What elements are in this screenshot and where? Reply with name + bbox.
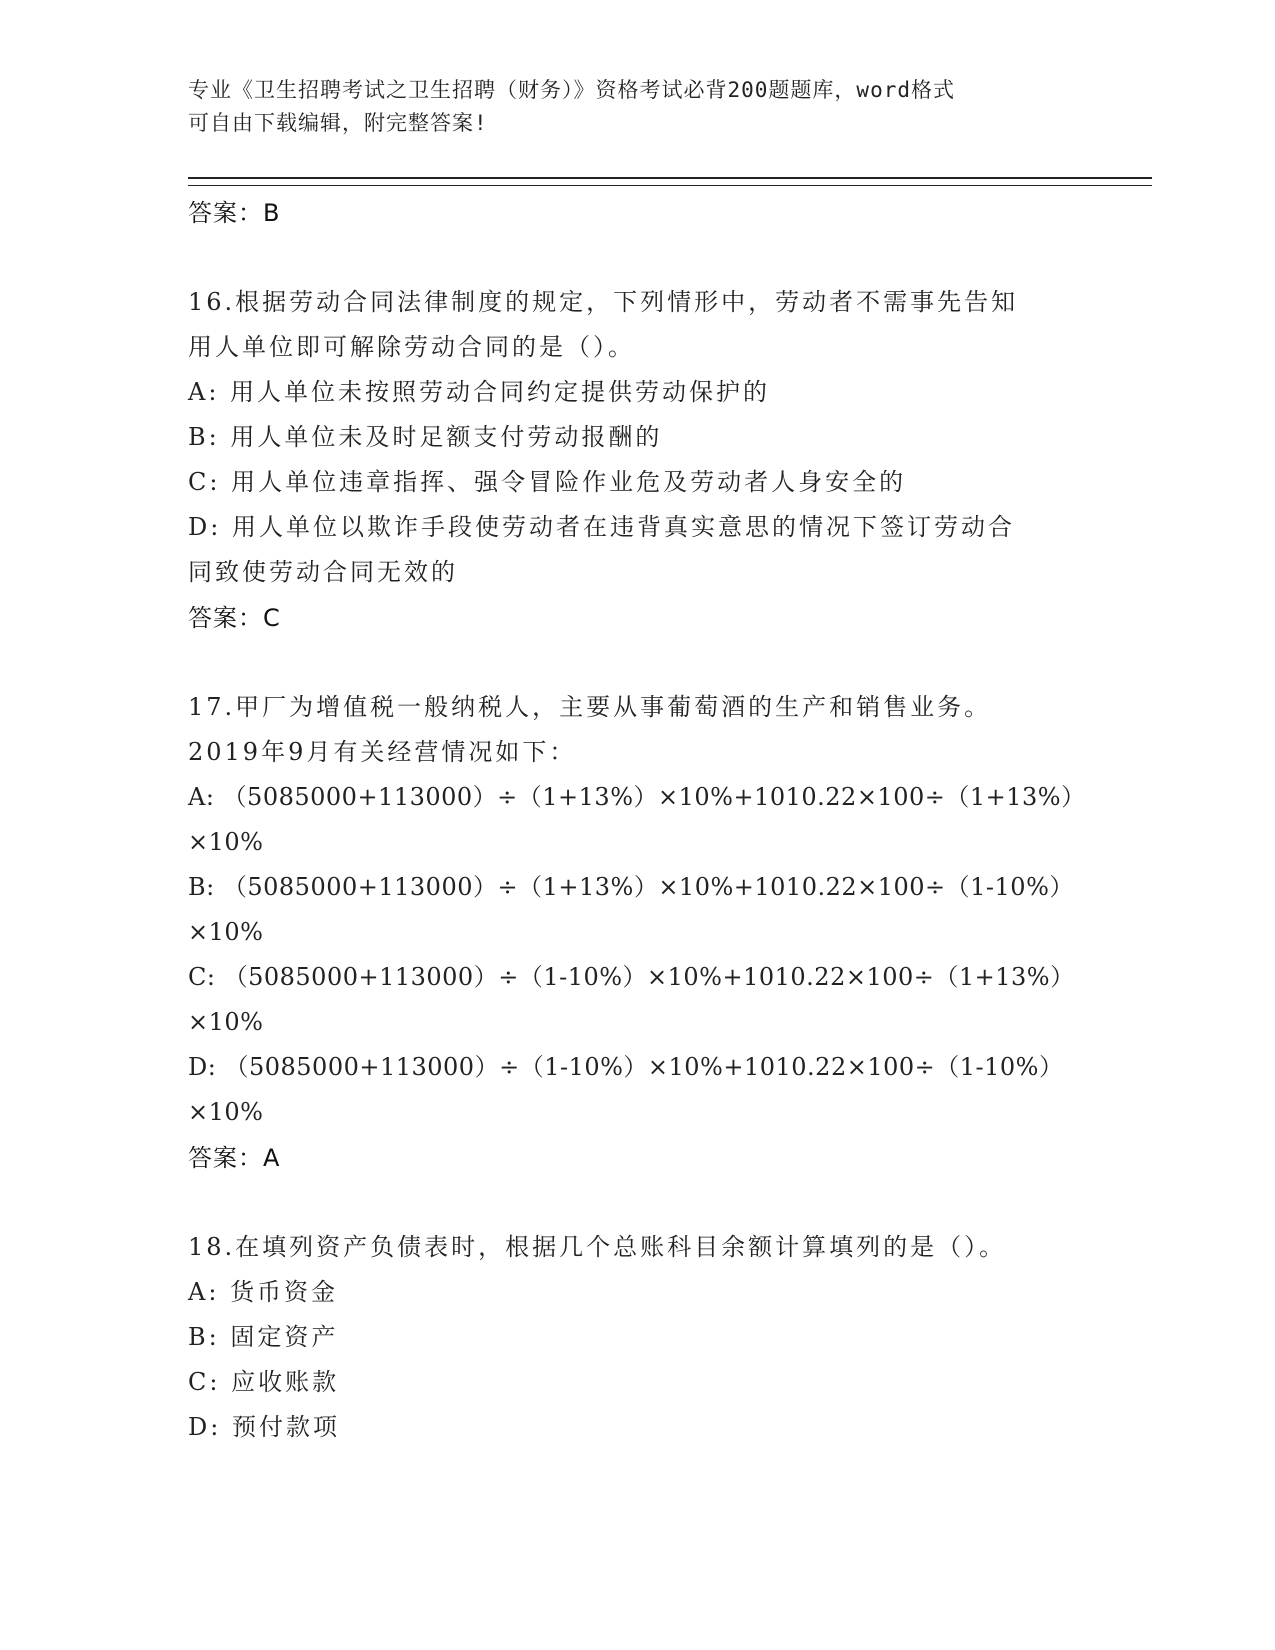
- option-text: 货币资金: [230, 1278, 339, 1306]
- option-label: D:: [188, 1053, 217, 1081]
- question-16-stem-line-2: 用人单位即可解除劳动合同的是（）。: [188, 333, 635, 361]
- question-16-option-d: [188, 505, 1088, 550]
- option-label: D:: [188, 1413, 222, 1441]
- option-label: C:: [188, 1368, 221, 1396]
- question-16-option-c: [188, 460, 1088, 505]
- previous-question-answer: 答案：B: [188, 199, 281, 227]
- option-label: B:: [188, 1323, 220, 1351]
- header-title-line-2: 可自由下载编辑，附完整答案!: [188, 111, 488, 135]
- option-text: 用人单位违章指挥、强令冒险作业危及劳动者人身安全的: [231, 468, 907, 496]
- question-16: [188, 280, 1088, 641]
- question-17-stem-line-1: 17.甲厂为增值税一般纳税人，主要从事葡萄酒的生产和销售业务。: [188, 693, 992, 721]
- question-16-option-a: [188, 370, 1088, 415]
- option-label: C:: [188, 963, 216, 991]
- option-label: B:: [188, 873, 215, 901]
- question-17-option-a: [188, 775, 1088, 820]
- option-text: （5085000+113000）÷（1-10%）×10%+1010.22×100÷（1+13%）: [223, 963, 1075, 991]
- option-text: 用人单位未及时足额支付劳动报酬的: [230, 423, 663, 451]
- option-label: B:: [188, 423, 220, 451]
- option-label: A:: [188, 1278, 220, 1306]
- option-text: 应收账款: [231, 1368, 340, 1396]
- question-18-stem-line-1: 18.在填列资产负债表时，根据几个总账科目余额计算填列的是（）。: [188, 1233, 1007, 1261]
- question-17-option-a-continued: ×10%: [188, 828, 264, 856]
- question-17-option-d: [188, 1045, 1088, 1090]
- header-divider: [188, 177, 1152, 186]
- question-16-option-d-continued: 同致使劳动合同无效的: [188, 558, 458, 586]
- question-17-option-b-continued: ×10%: [188, 918, 264, 946]
- question-17: [188, 685, 1088, 1181]
- question-16-answer: 答案：C: [188, 604, 281, 632]
- header-title-line-1: 专业《卫生招聘考试之卫生招聘（财务）》资格考试必背200题题库，word格式: [188, 78, 955, 102]
- option-label: A:: [188, 783, 215, 811]
- question-18: [188, 1225, 1088, 1450]
- option-text: 预付款项: [231, 1413, 340, 1441]
- option-label: A:: [188, 378, 220, 406]
- question-16-stem-line-1: 16.根据劳动合同法律制度的规定，下列情形中，劳动者不需事先告知: [188, 288, 1019, 316]
- question-18-option-a: [188, 1270, 1088, 1315]
- option-label: D:: [188, 513, 222, 541]
- option-text: 用人单位未按照劳动合同约定提供劳动保护的: [230, 378, 771, 406]
- question-16-option-b: [188, 415, 1088, 460]
- question-17-option-d-continued: ×10%: [188, 1098, 264, 1126]
- question-17-answer: 答案：A: [188, 1144, 281, 1172]
- option-text: 用人单位以欺诈手段使劳动者在违背真实意思的情况下签订劳动合: [231, 513, 1015, 541]
- option-label: C:: [188, 468, 221, 496]
- question-17-stem-line-2: 2019年9月有关经营情况如下：: [188, 738, 577, 766]
- option-text: （5085000+113000）÷（1-10%）×10%+1010.22×100÷（1-10%）: [224, 1053, 1064, 1081]
- option-text: 固定资产: [230, 1323, 339, 1351]
- question-17-option-b: [188, 865, 1088, 910]
- question-18-option-c: [188, 1360, 1088, 1405]
- document-header: [188, 74, 1088, 140]
- option-text: （5085000+113000）÷（1+13%）×10%+1010.22×100÷（1+13%）: [222, 783, 1086, 811]
- question-18-option-b: [188, 1315, 1088, 1360]
- document-body: [188, 190, 1088, 1450]
- question-17-option-c-continued: ×10%: [188, 1008, 264, 1036]
- question-18-option-d: [188, 1405, 1088, 1450]
- option-text: （5085000+113000）÷（1+13%）×10%+1010.22×100÷（1-10%）: [222, 873, 1074, 901]
- question-17-option-c: [188, 955, 1088, 1000]
